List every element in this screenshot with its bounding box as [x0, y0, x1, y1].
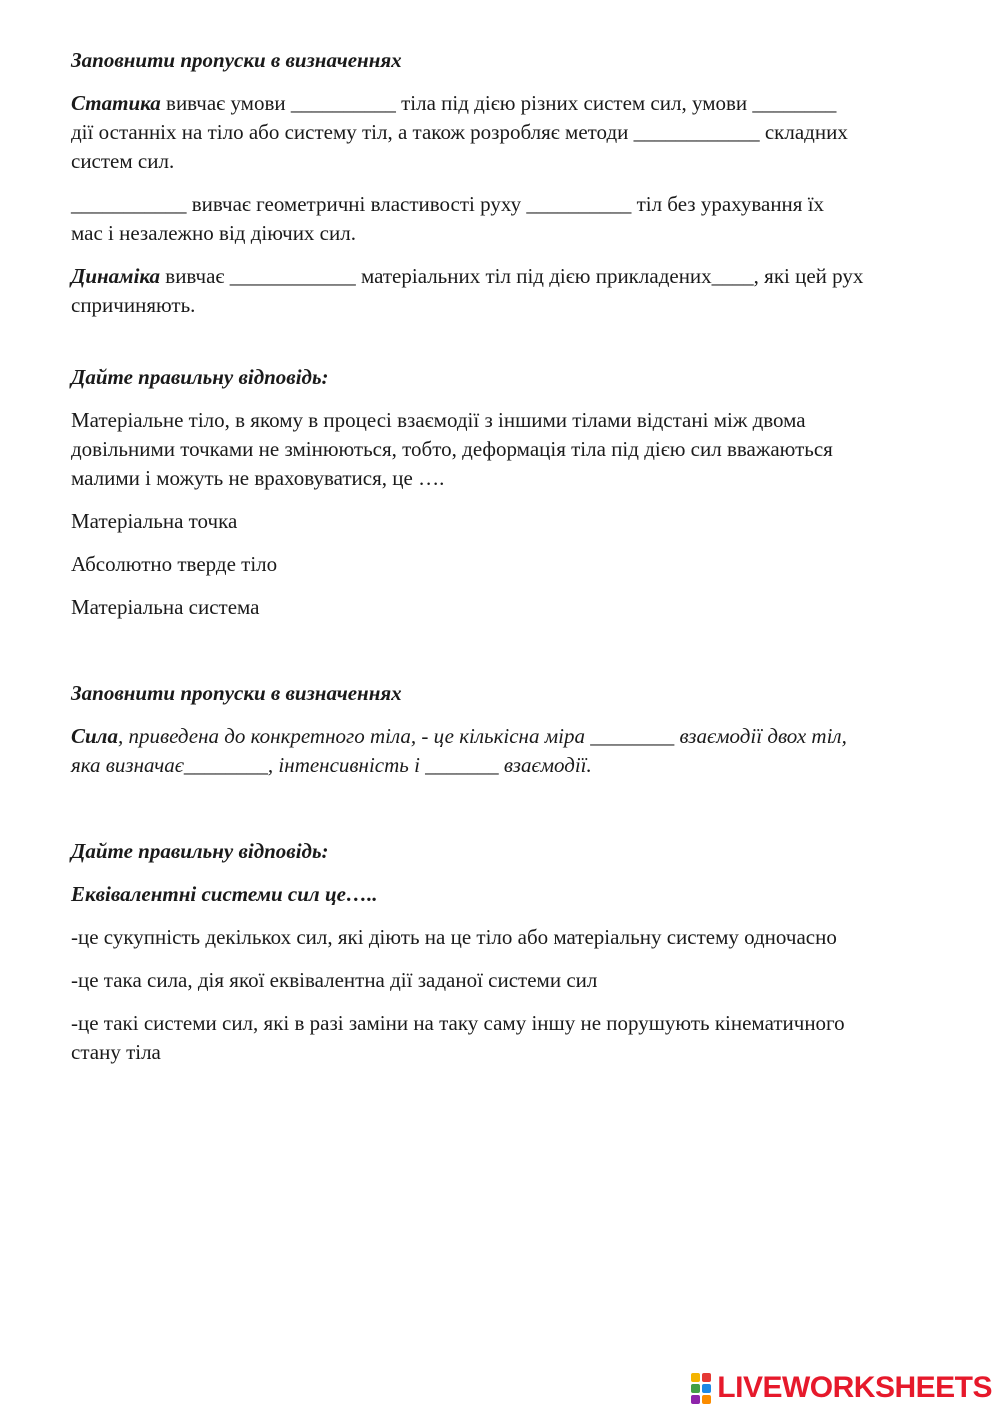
option-line-1: -це такі системи сил, які в разі заміни на таку саму іншу не порушують кінематичного	[71, 1011, 845, 1035]
kinematics-line-2: мас і незалежно від діючих сил.	[71, 221, 356, 245]
answer-option[interactable]: Матеріальна точка	[71, 509, 238, 533]
statics-line-1: вивчає умови __________ тіла під дією різних систем сил, умови ________	[160, 91, 837, 115]
force-line-1: , приведена до конкретного тіла, - це кількісна міра ________ взаємодії двох тіл,	[117, 724, 847, 748]
logo-block	[691, 1384, 700, 1393]
option-line-2: стану тіла	[71, 1040, 161, 1064]
kinematics-definition	[71, 190, 951, 248]
kinematics-line-1: ___________ вивчає геометричні властивості руху __________ тіл без урахування їх	[71, 192, 825, 216]
logo-block	[702, 1384, 711, 1393]
dynamics-definition	[71, 262, 951, 320]
dynamics-line-2: спричиняють.	[71, 293, 196, 317]
answer-option[interactable]: Абсолютно тверде тіло	[71, 552, 278, 576]
logo-block	[691, 1373, 700, 1382]
force-definition	[71, 722, 951, 780]
logo-block	[702, 1373, 711, 1382]
question-line-2: довільними точками не змінюються, тобто, деформація тіла під дією сил вважаються	[71, 437, 833, 461]
section-heading: Заповнити пропуски в визначеннях	[71, 681, 402, 705]
answer-option[interactable]	[71, 1009, 951, 1067]
answer-option[interactable]: -це сукупність декількох сил, які діють на це тіло або матеріальну систему одночасно	[71, 925, 837, 949]
worksheet-page	[71, 46, 951, 1067]
question-line-1: Матеріальне тіло, в якому в процесі взаємодії з іншими тілами відстані між двома	[71, 408, 806, 432]
section-heading: Дайте правильну відповідь:	[71, 839, 329, 863]
section-heading: Заповнити пропуски в визначеннях	[71, 48, 402, 72]
question-text: Еквівалентні системи сил це…..	[71, 882, 378, 906]
term-statics: Статика	[71, 91, 161, 115]
question-text	[71, 406, 951, 493]
logo-mark-icon	[691, 1373, 711, 1404]
liveworksheets-logo	[691, 1371, 992, 1405]
statics-line-2: дії останніх на тіло або систему тіл, а також розробляє методи ____________ складних	[71, 120, 848, 144]
answer-option[interactable]: -це така сила, дія якої еквівалентна дії заданої системи сил	[71, 968, 598, 992]
statics-line-3: систем сил.	[71, 149, 175, 173]
term-dynamics: Динаміка	[71, 264, 161, 288]
force-line-2: яка визначає________, інтенсивність і _______ взаємодії.	[71, 753, 592, 777]
logo-block	[691, 1395, 700, 1404]
logo-block	[702, 1395, 711, 1404]
section-heading: Дайте правильну відповідь:	[71, 365, 329, 389]
logo-text: LIVEWORKSHEETS	[717, 1371, 992, 1404]
term-force: Сила	[71, 724, 118, 748]
statics-definition	[71, 89, 951, 176]
dynamics-line-1: вивчає ____________ матеріальних тіл під дією прикладених____, які цей рух	[160, 264, 864, 288]
answer-option[interactable]: Матеріальна система	[71, 595, 260, 619]
question-line-3: малими і можуть не враховуватися, це ….	[71, 466, 445, 490]
